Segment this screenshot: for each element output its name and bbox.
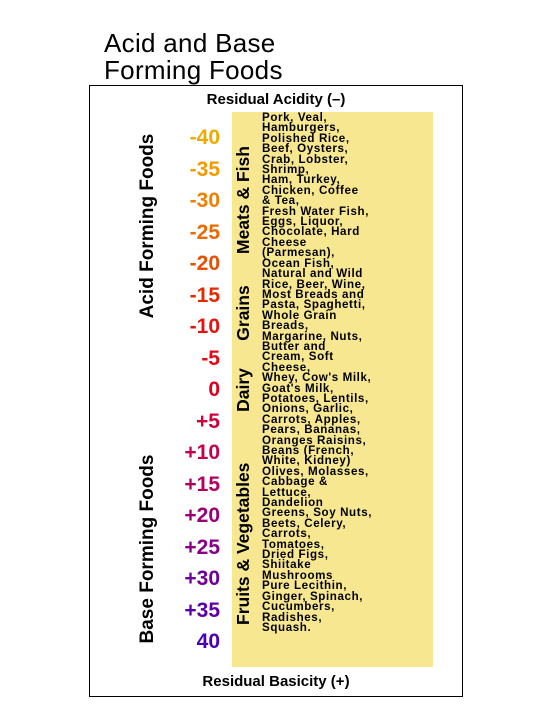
- food-line: White, Kidney): [262, 454, 351, 468]
- food-line: Shrimp,: [262, 163, 310, 177]
- food-line: Squash.: [262, 620, 312, 634]
- scale-value: 0: [208, 378, 220, 401]
- food-line: Dandelion: [262, 496, 324, 510]
- scale-value: -35: [189, 157, 220, 181]
- food-line: Hamburgers,: [262, 121, 341, 135]
- scale-value: +35: [184, 598, 220, 622]
- residual-basicity-caption: Residual Basicity (+): [202, 673, 350, 690]
- food-line: Beef, Oysters,: [262, 142, 349, 156]
- food-line: Most Breads and: [262, 287, 365, 301]
- food-line: Cheese,: [262, 360, 311, 374]
- food-line: Dried Figs,: [262, 548, 329, 562]
- title-line-2: Forming Foods: [104, 55, 283, 85]
- food-line: Whey, Cow's Milk,: [262, 371, 372, 385]
- food-line: Carrots, Apples,: [262, 412, 361, 426]
- category-fruits-vegetables: Fruits & Vegetables: [233, 462, 253, 625]
- scale-value: +25: [184, 535, 220, 559]
- base-forming-label: Base Forming Foods: [137, 454, 158, 644]
- food-line: Natural and Wild: [262, 267, 363, 281]
- food-line: Tomatoes,: [262, 537, 325, 551]
- food-line: Pork, Veal,: [262, 111, 328, 124]
- page-title: [104, 30, 404, 84]
- category-grains: Grains: [233, 285, 253, 341]
- food-line: Beets, Celery,: [262, 516, 347, 530]
- food-line: Pure Lecithin,: [262, 579, 348, 593]
- food-line: Pasta, Spaghetti,: [262, 298, 366, 312]
- food-line: Pears, Bananas,: [262, 423, 361, 437]
- food-line: Crab, Lobster,: [262, 152, 349, 166]
- food-line: Ham, Turkey,: [262, 173, 341, 187]
- food-line: Oranges Raisins,: [262, 433, 367, 447]
- residual-acidity-caption: Residual Acidity (–): [206, 91, 346, 108]
- scale-value: -30: [189, 189, 220, 212]
- food-line: Cabbage &: [262, 475, 328, 489]
- food-line: Greens, Soy Nuts,: [262, 506, 373, 520]
- food-line: Onions, Garlic,: [262, 402, 354, 416]
- food-line: Olives, Molasses,: [262, 464, 369, 478]
- scale-value: +10: [184, 441, 220, 464]
- food-line: Beans (French,: [262, 444, 355, 457]
- food-line: Rice, Beer, Wine,: [262, 277, 366, 291]
- food-line: Butter and: [262, 339, 326, 353]
- food-line: Chicken, Coffee: [262, 183, 359, 197]
- scale-value: +5: [196, 409, 220, 433]
- category-dairy: Dairy: [233, 368, 253, 412]
- food-line: Breads,: [262, 319, 309, 333]
- food-line: Lettuce,: [262, 485, 312, 499]
- food-line: Ocean Fish,: [262, 256, 335, 270]
- acid-forming-label: Acid Forming Foods: [137, 133, 158, 319]
- title-line-1: Acid and Base: [104, 28, 276, 58]
- food-line: Margarine, Nuts,: [262, 329, 363, 343]
- food-line: Polished Rice,: [262, 131, 350, 145]
- food-line: Cucumbers,: [262, 600, 336, 614]
- scale-value: -20: [189, 252, 220, 275]
- food-line: Chocolate, Hard: [262, 225, 360, 239]
- scale-value: +20: [184, 504, 220, 527]
- scale-value: +15: [184, 472, 220, 496]
- food-line: Mushrooms: [262, 568, 334, 582]
- food-line: Shiitake: [262, 558, 312, 572]
- scale-value: -5: [201, 346, 220, 370]
- food-line: Potatoes, Lentils,: [262, 391, 369, 405]
- scale-value: +30: [184, 567, 220, 590]
- food-line: (Parmesan),: [262, 246, 335, 260]
- scale-value: -15: [189, 283, 220, 307]
- food-line: Radishes,: [262, 610, 323, 624]
- scale-value: -10: [189, 315, 220, 338]
- food-line: Cream, Soft: [262, 350, 334, 364]
- food-line: Ginger, Spinach,: [262, 589, 364, 603]
- food-line: Carrots,: [262, 527, 312, 541]
- food-line: Goat's Milk,: [262, 381, 334, 395]
- scale-value: -40: [189, 126, 220, 149]
- scale-value: 40: [196, 630, 220, 653]
- food-line: Fresh Water Fish,: [262, 204, 370, 218]
- category-meats-fish: Meats & Fish: [233, 146, 253, 254]
- food-line: Whole Grain: [262, 308, 337, 322]
- food-line: Eggs, Liquor,: [262, 215, 344, 229]
- foods-list: [262, 113, 434, 633]
- food-line: & Tea,: [262, 194, 300, 208]
- food-line: Cheese: [262, 235, 307, 249]
- scale-value: -25: [189, 220, 220, 244]
